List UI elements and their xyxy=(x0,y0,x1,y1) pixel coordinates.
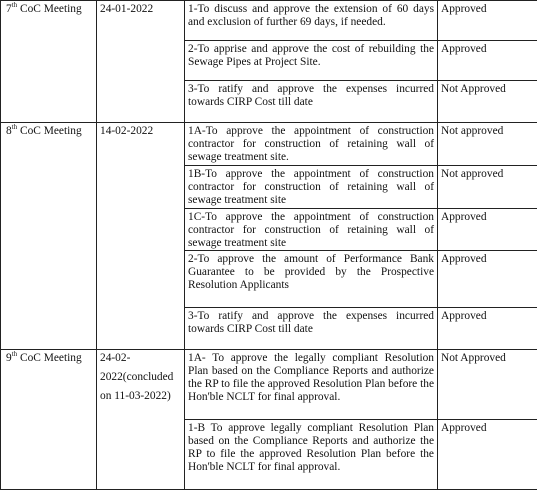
resolution-status: Not Approved xyxy=(438,350,537,420)
resolution-text: 1C-To approve the appointment of construction contractor for construction of retaining wall of sewage treatment site xyxy=(185,208,438,251)
resolution-text: 3-To ratify and approve the expenses incurred towards CIRP Cost till date xyxy=(185,308,438,350)
meeting-cell xyxy=(1,350,97,490)
meeting-ordinal: th xyxy=(11,1,18,10)
resolution-status: Approved xyxy=(438,308,537,350)
meeting-label: CoC Meeting xyxy=(17,352,82,365)
resolution-status: Approved xyxy=(438,251,537,308)
resolution-status: Not approved xyxy=(438,123,537,166)
table-row xyxy=(1,123,537,166)
resolution-text: 1-B To approve legally compliant Resolution Plan based on the Compliance Reports and authorize the RP to file the approved Resolution Plan before the Hon'ble NCLT for final approval. xyxy=(185,420,438,490)
table-row xyxy=(1,1,537,41)
meeting-ordinal: th xyxy=(11,123,18,132)
meeting-number: 8 xyxy=(6,125,12,137)
meeting-date-cell xyxy=(97,350,185,490)
meeting-date: 24-01-2022 xyxy=(100,3,154,15)
meeting-number: 7 xyxy=(6,3,12,15)
resolution-text: 3-To ratify and approve the expenses incurred towards CIRP Cost till date xyxy=(185,81,438,123)
resolution-status: Not Approved xyxy=(438,81,537,123)
meeting-cell xyxy=(1,123,97,350)
resolution-status: Not approved xyxy=(438,166,537,209)
table-row xyxy=(1,350,537,420)
meeting-date: 2022(concluded xyxy=(100,371,174,384)
meeting-cell xyxy=(1,1,97,123)
meeting-label: CoC Meeting xyxy=(17,3,82,15)
resolution-text: 1-To discuss and approve the extension of 60 days and exclusion of further 69 days, if needed. xyxy=(185,1,438,41)
resolution-text: 1B-To approve the appointment of construction contractor for construction of retaining wall of sewage treatment site xyxy=(185,166,438,209)
meeting-label: CoC Meeting xyxy=(17,125,82,137)
meeting-date: 14-02-2022 xyxy=(100,125,154,137)
resolution-status: Approved xyxy=(438,208,537,251)
resolution-text: 1A- To approve the legally compliant Resolution Plan based on the Compliance Reports and authorize the RP to file the approved Resolution Plan before the Hon'ble NCLT for final approval. xyxy=(185,350,438,420)
resolution-text: 1A-To approve the appointment of construction contractor for construction of retaining wall of sewage treatment site. xyxy=(185,123,438,166)
meeting-date-cell xyxy=(97,123,185,350)
meeting-date: on 11-03-2022) xyxy=(100,390,171,403)
resolution-status: Approved xyxy=(438,420,537,490)
meeting-ordinal: th xyxy=(11,350,18,359)
meeting-date-cell xyxy=(97,1,185,123)
resolution-status: Approved xyxy=(438,41,537,81)
resolution-text: 2-To apprise and approve the cost of rebuilding the Sewage Pipes at Project Site. xyxy=(185,41,438,81)
meeting-number: 9 xyxy=(6,352,12,365)
meeting-date: 24-02- xyxy=(100,352,131,365)
resolution-status: Approved xyxy=(438,1,537,41)
resolution-text: 2-To approve the amount of Performance Bank Guarantee to be provided by the Prospective Resolution Applicants xyxy=(185,251,438,308)
